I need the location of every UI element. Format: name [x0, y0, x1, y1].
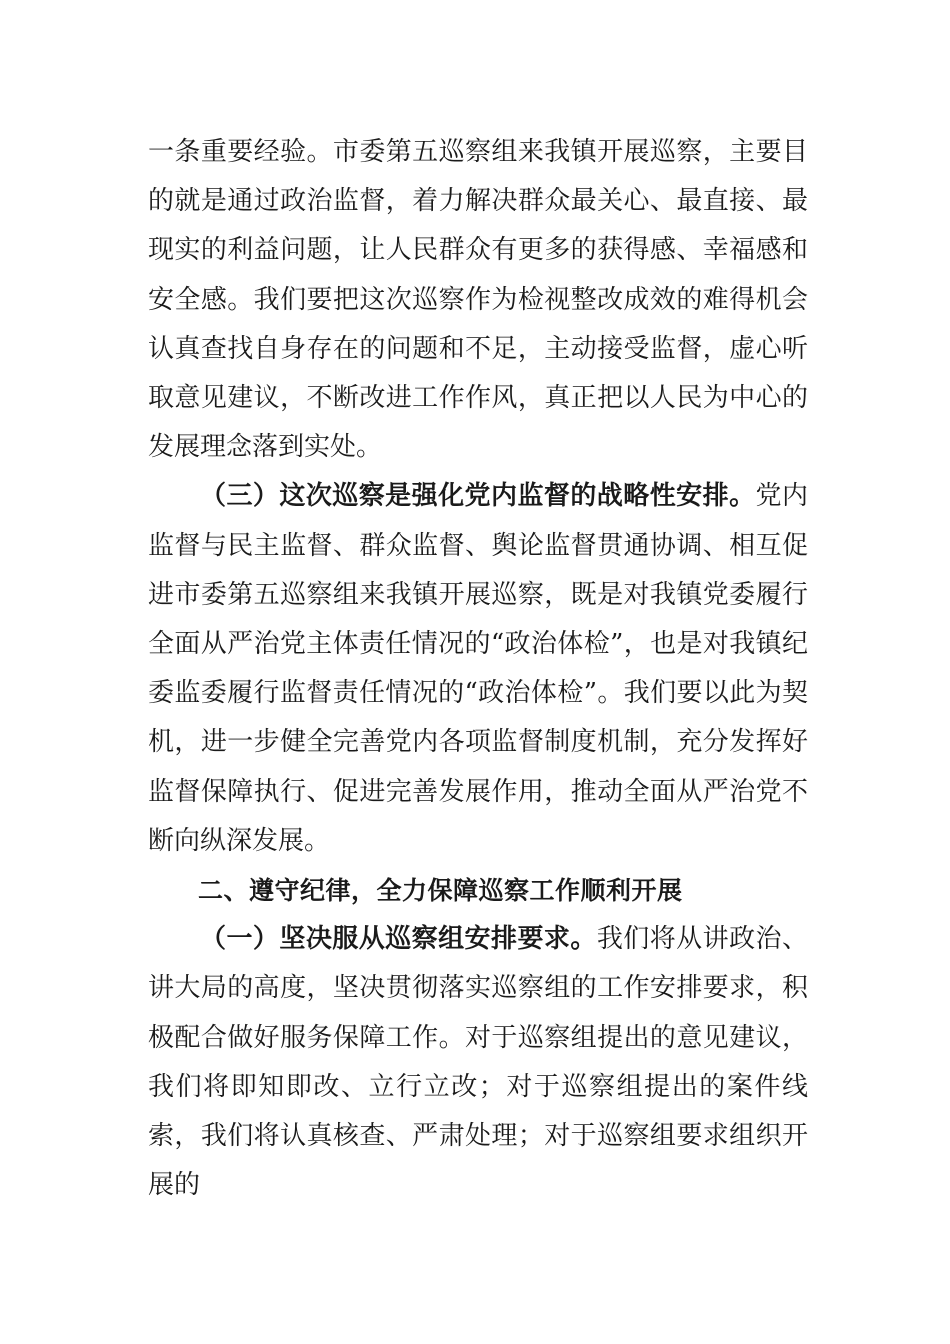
document-body	[148, 128, 808, 1210]
paragraph-continuation	[148, 128, 808, 472]
section-heading: 二、遵守纪律，全力保障巡察工作顺利开展	[198, 876, 683, 906]
paragraph-text: 我们将从讲政治、讲大局的高度，坚决贯彻落实巡察组的工作安排要求，积极配合做好服务保障工作。对于巡察组提出的意见建议，我们将即知即改、立行立改；对于巡察组提出的案件线索，我们将认真核查、严肃处理；对于巡察组要求组织开展的	[148, 924, 808, 1201]
paragraph-section-three	[148, 472, 808, 866]
paragraph-lead: （三）这次巡察是强化党内监督的战略性安排。	[200, 481, 756, 512]
paragraph-lead: （一）坚决服从巡察组安排要求。	[200, 924, 597, 955]
paragraph-section-one	[148, 915, 808, 1210]
paragraph-text: 一条重要经验。市委第五巡察组来我镇开展巡察，主要目的就是通过政治监督，着力解决群众最关心、最直接、最现实的利益问题，让人民群众有更多的获得感、幸福感和安全感。我们要把这次巡察作为检视整改成效的难得机会认真查找自身存在的问题和不足，主动接受监督，虚心听取意见建议，不断改进工作作风，真正把以人民为中心的发展理念落到实处。	[148, 137, 808, 463]
paragraph-text: 党内监督与民主监督、群众监督、舆论监督贯通协调、相互促进市委第五巡察组来我镇开展巡察，既是对我镇党委履行全面从严治党主体责任情况的“政治体检”，也是对我镇纪委监委履行监督责任情况的“政治体检”。我们要以此为契机，进一步健全完善党内各项监督制度机制，充分发挥好监督保障执行、促进完善发展作用，推动全面从严治党不断向纵深发展。	[148, 481, 808, 856]
